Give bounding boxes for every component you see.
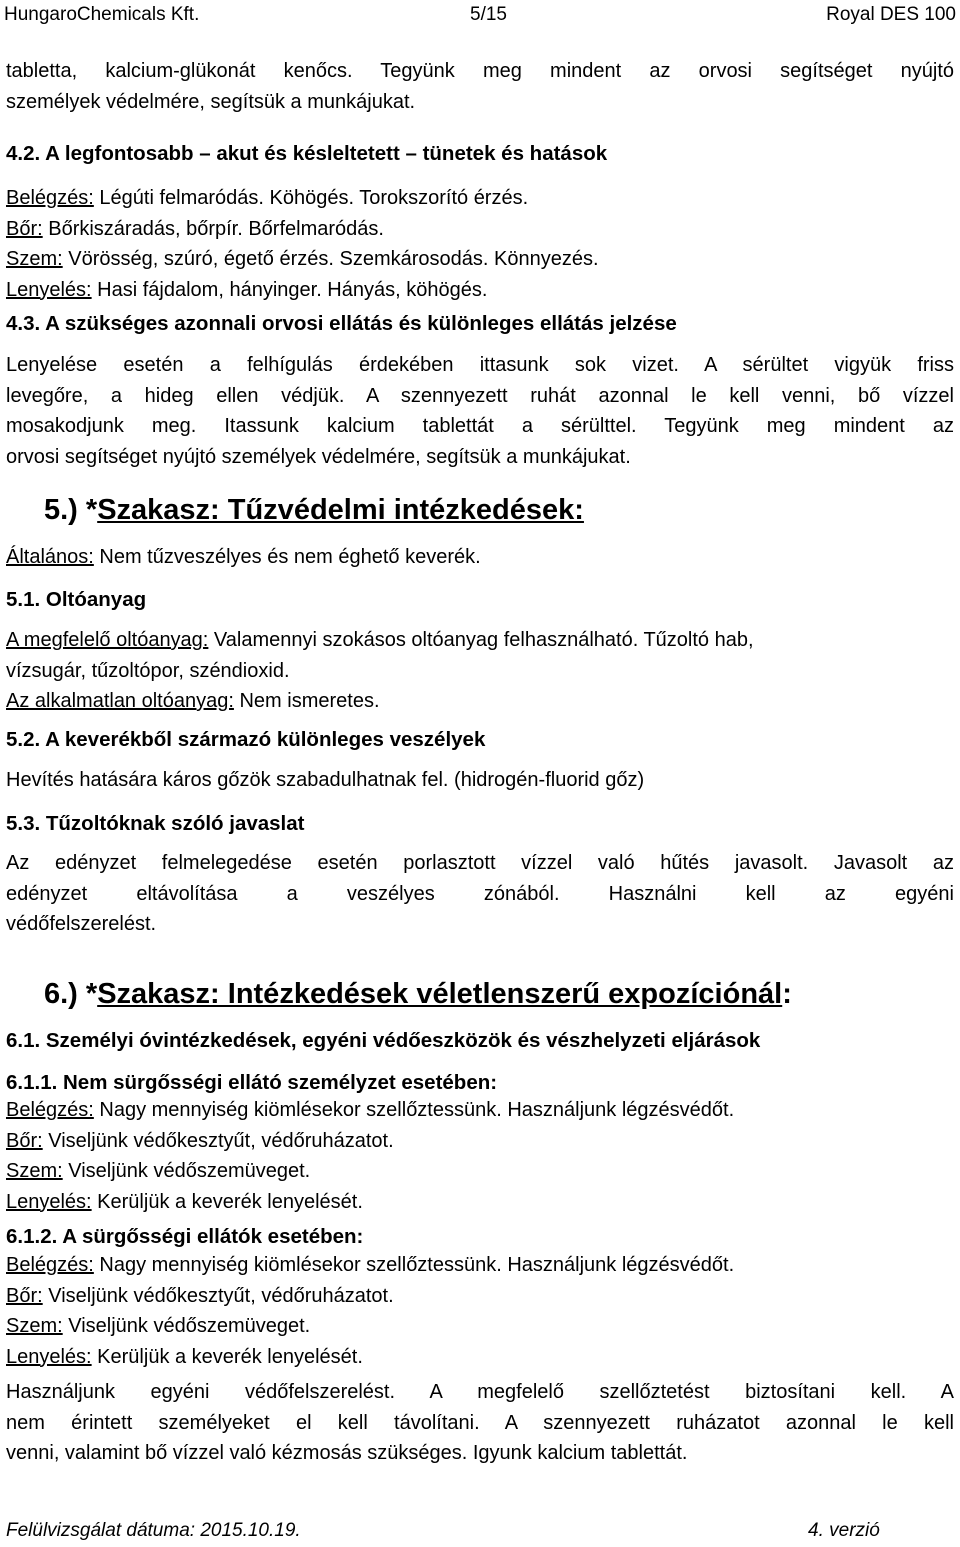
measure-row [6,1342,954,1373]
section-6-closing-paragraph [6,1377,954,1469]
unsuitable-row [6,686,954,717]
row-label: Lenyelés: [6,278,92,301]
paragraph-line: vízsugár, tűzoltópor, széndioxid. [6,659,290,682]
row-label: Lenyelés: [6,1345,92,1368]
row-text: Viseljünk védőkesztyűt, védőruházatot. [42,1284,394,1307]
row-text: Nagy mennyiség kiömlésekor szellőztessünk. Használjunk légzésvédőt. [93,1254,735,1276]
symptom-row [6,244,954,275]
section-5-general [6,542,954,573]
row-text: Nagy mennyiség kiömlésekor szellőztessünk. Használjunk légzésvédőt. [93,1099,735,1121]
row-text: Valamennyi szokásos oltóanyag felhasználható. Tűzoltó hab, [208,629,754,651]
section-number: 6.) * [44,978,98,1010]
section-4-3-paragraph [6,350,954,472]
row-label: Szem: [6,1315,63,1337]
section-5-3-paragraph [6,848,954,940]
row-text: Kerüljük a keverék lenyelését. [91,1345,363,1368]
section-4-2-heading: 4.2. A legfontosabb – akut és késleltetett – tünetek és hatások [6,142,608,165]
paragraph-line: tabletta, kalcium-glükonát kenőcs. Tegyünk meg mindent az orvosi segítséget nyújtó [6,60,954,82]
row-text: Hasi fájdalom, hányinger. Hányás, köhögés. [91,278,488,301]
measure-row [6,1281,954,1312]
section-5-title [44,494,584,527]
measure-row [6,1187,954,1218]
section-number: 5.) * [44,494,98,526]
paragraph-line: mosakodjunk meg. Itassunk kalcium tablettát a sérülttel. Tegyünk meg mindent az [6,415,954,437]
page-header [4,4,956,28]
row-text: Vörösség, szúró, égető érzés. Szemkárosodás. Könnyezés. [62,248,599,270]
symptom-row [6,275,954,306]
version: 4. verzió [808,1520,880,1541]
paragraph-line: Az edényzet felmelegedése esetén porlasztott vízzel való hűtés javasolt. Javasolt az [6,852,954,874]
paragraph-line: Használjunk egyéni védőfelszerelést. A megfelelő szellőztetést biztosítani kell. A [6,1381,954,1403]
symptom-row [6,214,954,245]
section-4-2-list [6,153,954,305]
product-name: Royal DES 100 [826,4,956,25]
section-5-3-heading: 5.3. Tűzoltóknak szóló javaslat [6,812,305,835]
symptom-row [6,183,954,214]
paragraph-line: edényzet eltávolítása a veszélyes zónából. Használni kell az egyéni [6,882,954,905]
section-6-1-1-list [6,1095,954,1217]
paragraph-line: venni, valamint bő vízzel való kézmosás szükséges. Igyunk kalcium tablettát. [6,1442,688,1464]
section-title-colon: : [782,978,792,1010]
row-text: Nem ismeretes. [233,690,380,712]
measure-row [6,1095,954,1126]
company-name: HungaroChemicals Kft. [4,4,200,25]
section-6-1-1-heading: 6.1.1. Nem sürgősségi ellátó személyzet esetében: [6,1071,498,1094]
section-title-text: Szakasz: Intézkedések véletlenszerű expozíciónál [97,978,783,1010]
row-text: Légúti felmaródás. Köhögés. Torokszorító érzés. [93,187,529,209]
section-title-text: Szakasz: Tűzvédelmi intézkedések: [97,494,584,526]
section-5-2-heading: 5.2. A keverékből származó különleges veszélyek [6,728,486,751]
measure-row [6,1126,954,1157]
revision-date: Felülvizsgálat dátuma: 2015.10.19. [6,1520,301,1541]
section-6-title [44,978,792,1011]
section-4-3-heading: 4.3. A szükséges azonnali orvosi ellátás és különleges ellátás jelzése [6,312,677,335]
page-number: 5/15 [470,4,507,25]
row-label: Bőr: [6,1129,43,1152]
row-text: Kerüljük a keverék lenyelését. [91,1190,363,1213]
row-label: Belégzés: [6,1254,94,1276]
paragraph-line: levegőre, a hideg ellen védjük. A szennyezett ruhát azonnal le kell venni, bő vízzel [6,384,954,407]
paragraph-line: védőfelszerelést. [6,913,157,935]
row-label: Bőr: [6,217,43,240]
general-row [6,542,954,573]
measure-row [6,1156,954,1187]
measure-row [6,1311,954,1342]
section-5-2-content [6,765,954,796]
paragraph-line: Lenyelése esetén a felhígulás érdekében ittasunk sok vizet. A sérültet vigyük friss [6,354,954,376]
row-label: Szem: [6,1160,63,1182]
section-6-1-2-list [6,1250,954,1372]
row-label: Az alkalmatlan oltóanyag: [6,690,234,712]
section-5-1-heading: 5.1. Oltóanyag [6,588,147,611]
row-label: Általános: [6,546,94,568]
row-label: Bőr: [6,1284,43,1307]
row-text: Viseljünk védőkesztyűt, védőruházatot. [42,1129,394,1152]
row-label: Szem: [6,248,63,270]
row-label: Belégzés: [6,187,94,209]
row-text: Viseljünk védőszemüveget. [62,1315,311,1337]
row-text: Nem tűzveszélyes és nem éghető keverék. [93,546,481,568]
paragraph-line: Hevítés hatására káros gőzök szabadulhatnak fel. (hidrogén-fluorid gőz) [6,769,645,791]
section-5-1-content [6,625,954,717]
row-label: Lenyelés: [6,1190,92,1213]
paragraph-line: személyek védelmére, segítsük a munkájukat. [6,90,416,113]
measure-row [6,1250,954,1281]
row-label: Belégzés: [6,1099,94,1121]
paragraph-line: orvosi segítséget nyújtó személyek védelmére, segítsük a munkájukat. [6,445,631,468]
row-label: A megfelelő oltóanyag: [6,629,209,651]
suitable-row [6,625,954,656]
section-6-1-heading: 6.1. Személyi óvintézkedések, egyéni védőeszközök és vészhelyzeti eljárások [6,1029,761,1052]
section-6-1-2-heading: 6.1.2. A sürgősségi ellátók esetében: [6,1225,364,1248]
intro-paragraph [6,56,954,117]
row-text: Bőrkiszáradás, bőrpír. Bőrfelmaródás. [42,217,384,240]
paragraph-line: nem érintett személyeket el kell távolítani. A szennyezett ruházatot azonnal le kell [6,1411,954,1434]
row-text: Viseljünk védőszemüveget. [62,1160,311,1182]
